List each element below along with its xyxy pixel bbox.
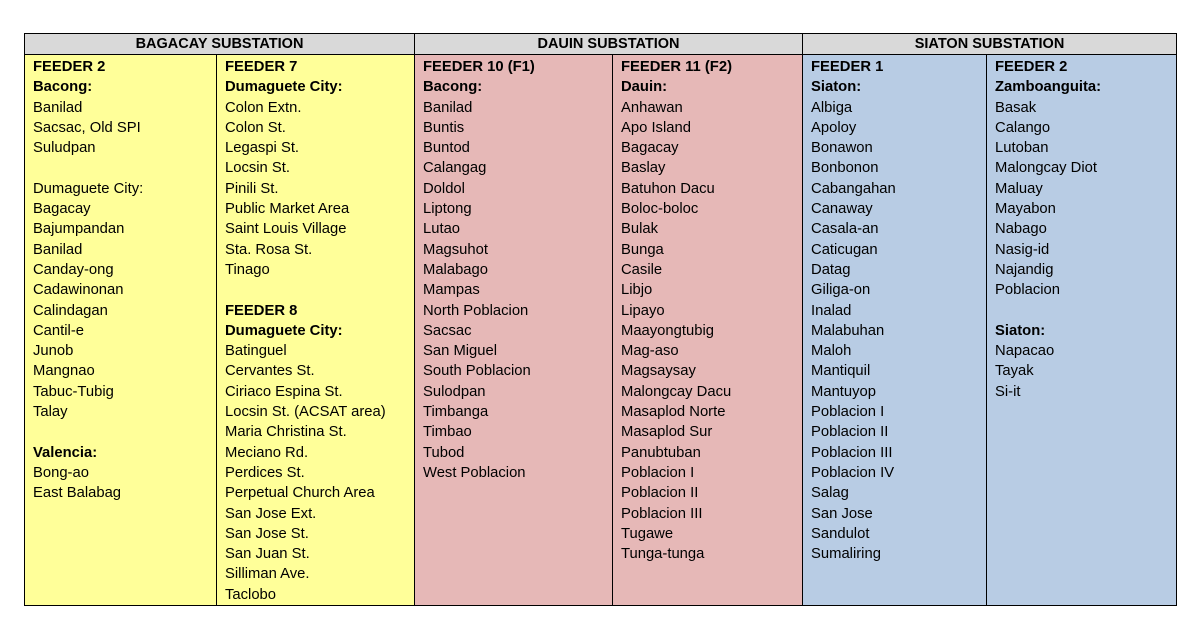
list-item: San Jose St. xyxy=(225,525,309,542)
cell-bagacay-feeder-7-8 xyxy=(217,55,415,606)
list-item: Buntod xyxy=(423,140,470,157)
column-dauin-feeder-10 xyxy=(423,57,612,483)
list-item: Albiga xyxy=(811,99,853,116)
list-item: Poblacion II xyxy=(621,485,699,502)
list-item: Silliman Ave. xyxy=(225,566,310,583)
list-item: Liptong xyxy=(423,201,472,218)
list-item: Timbao xyxy=(423,424,472,441)
list-item: Banilad xyxy=(33,241,83,258)
list-item: Ciriaco Espina St. xyxy=(225,383,343,400)
list-item: Nasig-id xyxy=(995,241,1050,258)
list-item: Cadawinonan xyxy=(33,282,124,299)
list-item: Canday-ong xyxy=(33,261,114,278)
list-item: Locsin St. xyxy=(225,160,290,177)
cell-dauin-feeder-11 xyxy=(613,55,803,606)
list-item: Locsin St. (ACSAT area) xyxy=(225,404,386,421)
list-item: Bulak xyxy=(621,221,659,238)
list-item: Meciano Rd. xyxy=(225,444,309,461)
list-item: South Poblacion xyxy=(423,363,531,380)
list-item: Baslay xyxy=(621,160,666,177)
spacer xyxy=(33,422,216,442)
list-item: Banilad xyxy=(423,99,473,116)
list-item: Maluay xyxy=(995,180,1043,197)
list-item: Sumaliring xyxy=(811,546,881,563)
list-item: Mantiquil xyxy=(811,363,871,380)
list-item: San Miguel xyxy=(423,343,498,360)
header-siaton-substation: SIATON SUBSTATION xyxy=(803,34,1177,55)
section-heading: Bacong: xyxy=(423,79,483,96)
list-item: Batuhon Dacu xyxy=(621,180,715,197)
list-item: Malabago xyxy=(423,261,488,278)
list-item: Bagacay xyxy=(33,201,91,218)
list-item: Poblacion IV xyxy=(811,464,895,481)
list-item: Boloc-boloc xyxy=(621,201,699,218)
header-dauin-substation: DAUIN SUBSTATION xyxy=(415,34,803,55)
list-item: Mantuyop xyxy=(811,383,876,400)
list-item: Bong-ao xyxy=(33,464,89,481)
list-item: Maayongtubig xyxy=(621,322,714,339)
list-item: Suludpan xyxy=(33,140,96,157)
list-item: Bunga xyxy=(621,241,664,258)
section-heading: FEEDER 8 xyxy=(225,302,298,319)
section-heading: FEEDER 10 (F1) xyxy=(423,59,535,75)
section-heading: FEEDER 7 xyxy=(225,59,298,75)
list-item: Dumaguete City: xyxy=(33,180,144,197)
list-item: Saint Louis Village xyxy=(225,221,347,238)
list-item: Datag xyxy=(811,261,851,278)
spacer xyxy=(225,280,414,300)
list-item: Magsuhot xyxy=(423,241,488,258)
list-item: Legaspi St. xyxy=(225,140,300,157)
list-item: Pinili St. xyxy=(225,180,279,197)
section-heading: FEEDER 11 (F2) xyxy=(621,59,733,75)
substation-feeder-table xyxy=(24,33,1177,606)
list-item: Poblacion I xyxy=(811,404,885,421)
list-item: Timbanga xyxy=(423,404,489,421)
list-item: Tunga-tunga xyxy=(621,546,705,563)
list-item: San Jose xyxy=(811,505,873,522)
section-heading: FEEDER 2 xyxy=(33,59,106,75)
list-item: Najandig xyxy=(995,261,1054,278)
list-item: Bagacay xyxy=(621,140,679,157)
list-item: San Juan St. xyxy=(225,546,310,563)
list-item: North Poblacion xyxy=(423,302,529,319)
cell-dauin-feeder-10 xyxy=(415,55,613,606)
list-item: Bonbonon xyxy=(811,160,879,177)
spacer xyxy=(33,158,216,178)
list-item: Lipayo xyxy=(621,302,665,319)
list-item: Napacao xyxy=(995,343,1055,360)
section-heading: FEEDER 2 xyxy=(995,59,1068,75)
body-row xyxy=(25,55,1177,606)
list-item: Poblacion III xyxy=(811,444,893,461)
section-heading: Zamboanguita: xyxy=(995,79,1102,96)
list-item: Tabuc-Tubig xyxy=(33,383,114,400)
list-item: San Jose Ext. xyxy=(225,505,317,522)
list-item: Mayabon xyxy=(995,201,1056,218)
list-item: Calindagan xyxy=(33,302,108,319)
section-heading: FEEDER 1 xyxy=(811,59,884,75)
section-heading: Siaton: xyxy=(811,79,862,96)
list-item: Basak xyxy=(995,99,1037,116)
column-bagacay-feeder-7-8 xyxy=(225,57,414,605)
list-item: Apo Island xyxy=(621,119,691,136)
list-item: Panubtuban xyxy=(621,444,701,461)
list-item: Cervantes St. xyxy=(225,363,315,380)
spacer xyxy=(995,301,1176,321)
list-item: Perdices St. xyxy=(225,464,305,481)
list-item: Batinguel xyxy=(225,343,287,360)
list-item: Calango xyxy=(995,119,1051,136)
list-item: Taclobo xyxy=(225,586,277,603)
list-item: Casile xyxy=(621,261,663,278)
list-item: Libjo xyxy=(621,282,653,299)
list-item: Mag-aso xyxy=(621,343,679,360)
list-item: Poblacion II xyxy=(811,424,889,441)
column-siaton-feeder-2 xyxy=(995,57,1176,402)
list-item: Tubod xyxy=(423,444,465,461)
list-item: Mangnao xyxy=(33,363,95,380)
list-item: Poblacion xyxy=(995,282,1061,299)
list-item: Colon Extn. xyxy=(225,99,302,116)
cell-bagacay-feeder-2 xyxy=(25,55,217,606)
list-item: Sacsac xyxy=(423,322,472,339)
list-item: Casala-an xyxy=(811,221,879,238)
list-item: Masaplod Sur xyxy=(621,424,713,441)
list-item: Lutao xyxy=(423,221,461,238)
list-item: Tayak xyxy=(995,363,1034,380)
column-dauin-feeder-11 xyxy=(621,57,802,564)
list-item: Maloh xyxy=(811,343,852,360)
list-item: Banilad xyxy=(33,99,83,116)
list-item: Junob xyxy=(33,343,74,360)
list-item: Colon St. xyxy=(225,119,286,136)
section-heading: Dumaguete City: xyxy=(225,79,343,96)
list-item: Apoloy xyxy=(811,119,857,136)
list-item: Poblacion I xyxy=(621,464,695,481)
list-item: Public Market Area xyxy=(225,201,350,218)
column-siaton-feeder-1 xyxy=(811,57,986,564)
section-heading: Bacong: xyxy=(33,79,93,96)
cell-siaton-feeder-1 xyxy=(803,55,987,606)
list-item: Cantil-e xyxy=(33,322,84,339)
list-item: West Poblacion xyxy=(423,464,526,481)
list-item: East Balabag xyxy=(33,485,122,502)
list-item: Calangag xyxy=(423,160,487,177)
list-item: Tugawe xyxy=(621,525,674,542)
list-item: Magsaysay xyxy=(621,363,696,380)
list-item: Inalad xyxy=(811,302,852,319)
column-bagacay-feeder-2 xyxy=(33,57,216,504)
list-item: Malongcay Diot xyxy=(995,160,1097,177)
list-item: Malongcay Dacu xyxy=(621,383,732,400)
list-item: Nabago xyxy=(995,221,1047,238)
list-item: Mampas xyxy=(423,282,480,299)
section-heading: Dumaguete City: xyxy=(225,322,343,339)
list-item: Giliga-on xyxy=(811,282,871,299)
list-item: Tinago xyxy=(225,261,270,278)
list-item: Caticugan xyxy=(811,241,878,258)
list-item: Sacsac, Old SPI xyxy=(33,119,141,136)
section-heading: Dauin: xyxy=(621,79,668,96)
list-item: Poblacion III xyxy=(621,505,703,522)
list-item: Canaway xyxy=(811,201,873,218)
list-item: Bonawon xyxy=(811,140,873,157)
header-bagacay-substation: BAGACAY SUBSTATION xyxy=(25,34,415,55)
list-item: Masaplod Norte xyxy=(621,404,726,421)
list-item: Talay xyxy=(33,404,68,421)
list-item: Malabuhan xyxy=(811,322,885,339)
list-item: Maria Christina St. xyxy=(225,424,347,441)
list-item: Lutoban xyxy=(995,140,1049,157)
list-item: Sta. Rosa St. xyxy=(225,241,313,258)
list-item: Anhawan xyxy=(621,99,683,116)
list-item: Bajumpandan xyxy=(33,221,125,238)
section-heading: Siaton: xyxy=(995,322,1046,339)
list-item: Si-it xyxy=(995,383,1021,400)
list-item: Sandulot xyxy=(811,525,870,542)
list-item: Sulodpan xyxy=(423,383,486,400)
list-item: Perpetual Church Area xyxy=(225,485,375,502)
list-item: Doldol xyxy=(423,180,465,197)
header-row xyxy=(25,34,1177,55)
cell-siaton-feeder-2 xyxy=(987,55,1177,606)
list-item: Buntis xyxy=(423,119,465,136)
list-item: Salag xyxy=(811,485,849,502)
section-heading: Valencia: xyxy=(33,444,98,461)
list-item: Cabangahan xyxy=(811,180,896,197)
